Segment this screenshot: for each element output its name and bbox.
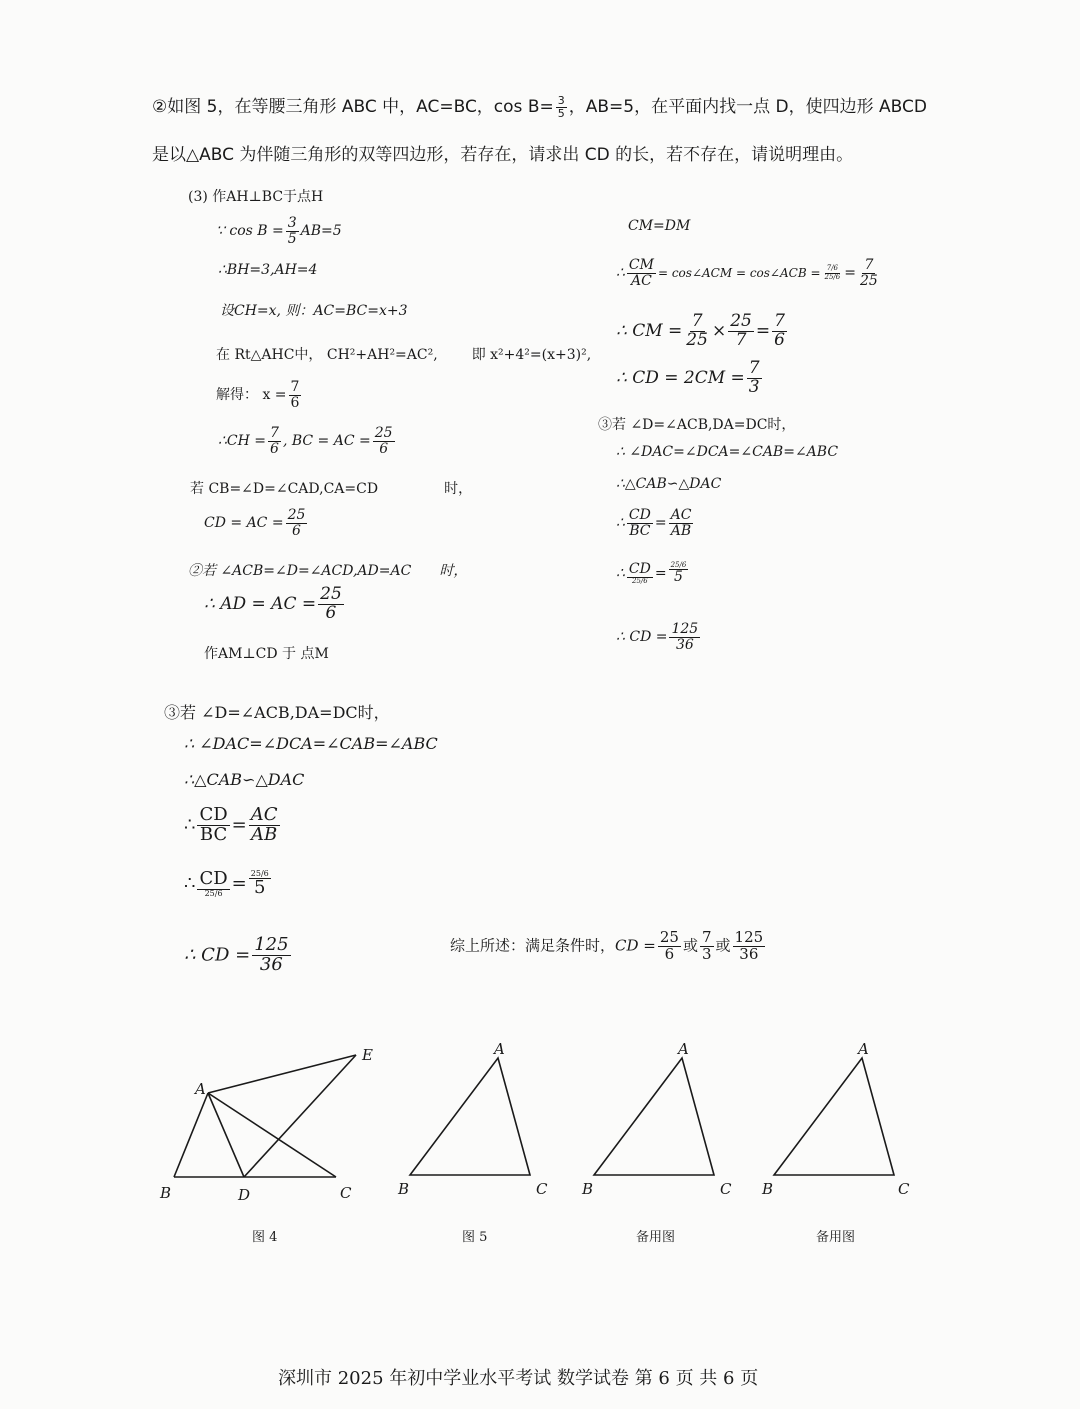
sol-left-2: ∵ cos B = $\frac{3}{5}$ AB=5 [216,215,342,247]
sol-lower-6: ∴ CD = $\frac{125}{36}$ [184,934,289,975]
sol-left-7: ∴CH = $\frac{7}{6}$ , BC = AC = $\frac{25}{6}$ [218,425,393,457]
sol-lower-4: ∴ $\frac{CD}{BC}$ = $\frac{AC}{AB}$ [184,804,278,845]
fig4-label-c: C [340,1184,352,1202]
sol-right-1: CM=DM [628,218,691,234]
sol-left-11: ∴ AD = AC = $\frac{25}{6}$ [204,584,342,623]
sol-left-1: (3) 作AH⊥BC于点H [188,189,324,205]
summary-line: 综上所述：满足条件时，CD = $\frac{25}{6}$ 或 $\frac{7}{3}$ 或 $\frac{125}{36}$ [450,928,764,963]
fig4-caption: 图 4 [252,1230,278,1245]
figure-4 [174,1055,356,1177]
fig4-segment-ab [174,1093,208,1177]
sol-right-5: ③若 ∠D=∠ACB,DA=DC时， [598,417,796,433]
fig4-label-b: B [160,1184,172,1202]
sol-right-2: ∴ $\frac{CM}{AC}$ = cos∠ACM = cos∠ACB = $\frac{7/6}{25/6}$ = $\frac{7}{25}$ [616,257,878,289]
sol-left-5: 在 Rt△AHC中， CH²+AH²=AC², 即 x²+4²=(x+3)², [216,347,592,363]
fig5-triangle [410,1058,530,1175]
question-line-2: 是以△ABC 为伴随三角形的双等四边形，若存在，请求出 CD 的长，若不存在，请说明理由。 [152,145,854,165]
spare1-triangle [594,1058,714,1175]
sol-lower-3: ∴△CAB∽△DAC [184,770,305,789]
fig4-segment-de [244,1055,356,1177]
page-footer: 深圳市 2025 年初中学业水平考试 数学试卷 第 6 页 共 6 页 [278,1368,759,1389]
sol-right-7: ∴△CAB∽△DAC [616,476,722,492]
fig4-label-e: E [362,1046,373,1064]
spare2-caption: 备用图 [816,1230,856,1245]
sol-left-4: 设CH=x, 则：AC=BC=x+3 [220,303,408,319]
sol-left-8: 若 CB=∠D=∠CAD,CA=CD 时， [190,481,473,497]
spare1-label-c: C [720,1180,732,1198]
sol-right-8: ∴ $\frac{CD}{BC}$ = $\frac{AC}{AB}$ [616,507,692,539]
spare2-label-c: C [898,1180,910,1198]
spare2-label-a: A [858,1040,869,1058]
sol-lower-2: ∴ ∠DAC=∠DCA=∠CAB=∠ABC [184,734,438,753]
sol-left-10: ②若 ∠ACB=∠D=∠ACD,AD=AC 时， [188,563,468,579]
sol-left-9: CD = AC = $\frac{25}{6}$ [204,507,306,539]
cos-fraction: $\frac{3}{5}$ [557,93,565,120]
sol-right-10: ∴ CD = $\frac{125}{36}$ [616,621,699,653]
sol-right-4: ∴ CD = 2CM = $\frac{7}{3}$ [616,358,760,397]
spare1-caption: 备用图 [636,1230,676,1245]
fig5-label-b: B [398,1180,410,1198]
fig4-label-a: A [195,1080,206,1098]
spare1-label-a: A [678,1040,689,1058]
sol-left-12: 作AM⊥CD 于 点M [204,646,329,662]
sol-right-6: ∴ ∠DAC=∠DCA=∠CAB=∠ABC [616,444,839,460]
sol-lower-1: ③若 ∠D=∠ACB,DA=DC时， [164,703,390,722]
spare1-label-b: B [582,1180,594,1198]
fig4-segment-ac [208,1093,336,1177]
sol-left-3: ∴BH=3,AH=4 [218,262,318,278]
spare2-label-b: B [762,1180,774,1198]
question-line-1: ②如图 5，在等腰三角形 ABC 中，AC=BC，cos B= $\frac{3}{5}$ ，AB=5，在平面内找一点 D，使四边形 ABCD [152,93,927,120]
fig5-label-a: A [494,1040,505,1058]
spare2-triangle [774,1058,894,1175]
fig5-label-c: C [536,1180,548,1198]
sol-right-9: ∴ $\frac{CD}{25/6}$ = $\frac{25/6}{5}$ [616,561,687,586]
figures-svg [0,1040,1080,1300]
fig4-label-d: D [238,1186,251,1204]
fig4-segment-ae [208,1055,356,1093]
sol-left-6: 解得： x = $\frac{7}{6}$ [216,379,300,411]
sol-right-3: ∴ CM = $\frac{7}{25}$ × $\frac{25}{7}$ = $\frac{7}{6}$ [616,311,785,350]
sol-lower-5: ∴ $\frac{CD}{25/6}$ = $\frac{25/6}{5}$ [184,868,269,899]
fig5-caption: 图 5 [462,1230,488,1245]
